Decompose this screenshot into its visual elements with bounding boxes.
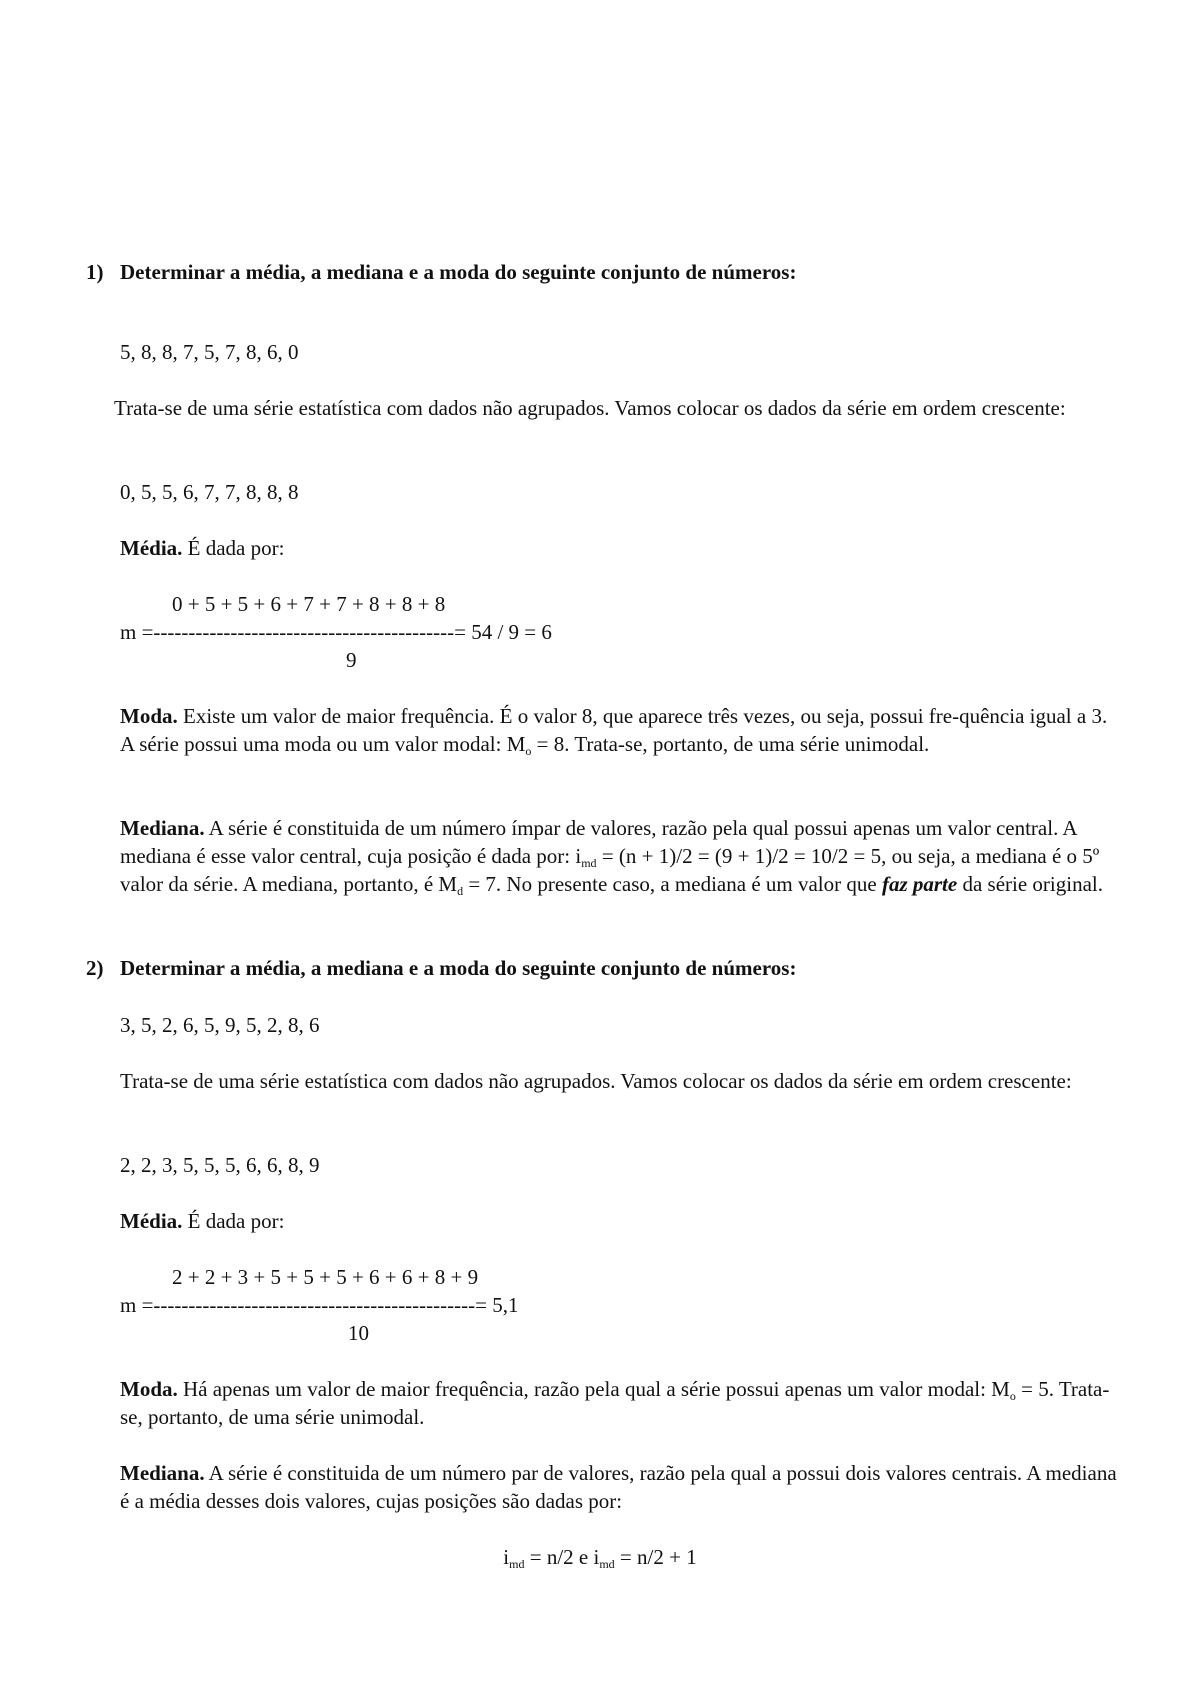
moda-label: Moda. [120, 704, 178, 728]
formula-subscript-md: md [509, 1557, 525, 1571]
moda-text-end: = 8. Trata-se, portanto, de uma série unimodal. [531, 732, 930, 756]
question-2-heading [86, 954, 796, 982]
mediana-text-2: = (n + 1)/2 = (9 + 1)/2 = 10/2 = 5, ou seja, a mediana é o 5º valor da série. A mediana, portanto, é M [120, 844, 1100, 896]
question-2-sorted: 2, 2, 3, 5, 5, 5, 6, 6, 8, 9 [120, 1153, 320, 1177]
mediana-subscript-md: md [581, 856, 597, 870]
mediana-text-4: da série original. [957, 872, 1103, 896]
question-2-moda [120, 1375, 1120, 1431]
moda-subscript: o [1009, 1389, 1016, 1403]
moda-label: Moda. [120, 1377, 178, 1401]
question-2-numerator: 2 + 2 + 3 + 5 + 5 + 5 + 6 + 6 + 8 + 9 [172, 1265, 479, 1289]
mediana-emphasis: faz parte [881, 872, 958, 896]
question-2-fraction-line: m =----------------------------------------------= 5,1 [120, 1293, 519, 1317]
moda-text: Existe um valor de maior frequência. É o valor 8, que aparece três vezes, ou seja, possui fre-quência igual a 3. A série possui uma moda ou um valor modal: M [120, 704, 1108, 756]
question-1-sorted: 0, 5, 5, 6, 7, 7, 8, 8, 8 [120, 480, 299, 504]
mediana-label: Mediana. [120, 1461, 205, 1485]
question-1-moda [120, 702, 1120, 758]
question-1-mediana [120, 814, 1120, 898]
question-2-mediana [120, 1459, 1120, 1515]
moda-subscript: o [525, 744, 532, 758]
media-text: É dada por: [182, 536, 285, 560]
mediana-text: A série é constituida de um número par de valores, razão pela qual a possui dois valores centrais. A mediana é a média desses dois valores, cujas posições são dadas por: [120, 1461, 1117, 1513]
question-1-title: Determinar a média, a mediana e a moda do seguinte conjunto de números: [120, 260, 797, 284]
moda-text: Há apenas um valor de maior frequência, razão pela qual a série possui apenas um valor modal: M [177, 1377, 1010, 1401]
question-2-media [120, 1207, 284, 1235]
media-label: Média. [120, 1209, 183, 1233]
question-1-media [120, 534, 284, 562]
question-1-number: 1) [86, 260, 104, 284]
question-1-heading [86, 258, 796, 286]
formula-middle: = n/2 e i [524, 1545, 600, 1569]
question-2-number: 2) [86, 956, 104, 980]
mediana-text-3: = 7. No presente caso, a mediana é um valor que [463, 872, 882, 896]
media-label: Média. [120, 536, 183, 560]
question-2-median-formula [0, 1543, 1200, 1571]
question-1-fraction-line: m =-------------------------------------------= 54 / 9 = 6 [120, 620, 552, 644]
mediana-label: Mediana. [120, 816, 205, 840]
formula-end: = n/2 + 1 [614, 1545, 697, 1569]
question-2-data: 3, 5, 2, 6, 5, 9, 5, 2, 8, 6 [120, 1013, 320, 1037]
question-1-numerator: 0 + 5 + 5 + 6 + 7 + 7 + 8 + 8 + 8 [172, 592, 446, 616]
question-2-denominator: 10 [348, 1321, 369, 1345]
formula-i: i [503, 1545, 510, 1569]
mediana-text: A série é constituida de um número ímpar de valores, razão pela qual possui apenas um valor central. A mediana é esse valor central, cuja posição é dada por: i [120, 816, 1077, 868]
mediana-subscript-d: d [457, 884, 464, 898]
question-1-denominator: 9 [346, 648, 357, 672]
question-2-title: Determinar a média, a mediana e a moda do seguinte conjunto de números: [120, 956, 797, 980]
question-1-data: 5, 8, 8, 7, 5, 7, 8, 6, 0 [120, 340, 299, 364]
media-text: É dada por: [182, 1209, 285, 1233]
moda-text-end: = 5. Trata-se, portanto, de uma série unimodal. [120, 1377, 1110, 1429]
question-2-intro: Trata-se de uma série estatística com dados não agrupados. Vamos colocar os dados da série em ordem crescente: [120, 1069, 1072, 1093]
formula-subscript-md-2: md [599, 1557, 615, 1571]
question-1-intro: Trata-se de uma série estatística com dados não agrupados. Vamos colocar os dados da série em ordem crescente: [114, 396, 1066, 420]
